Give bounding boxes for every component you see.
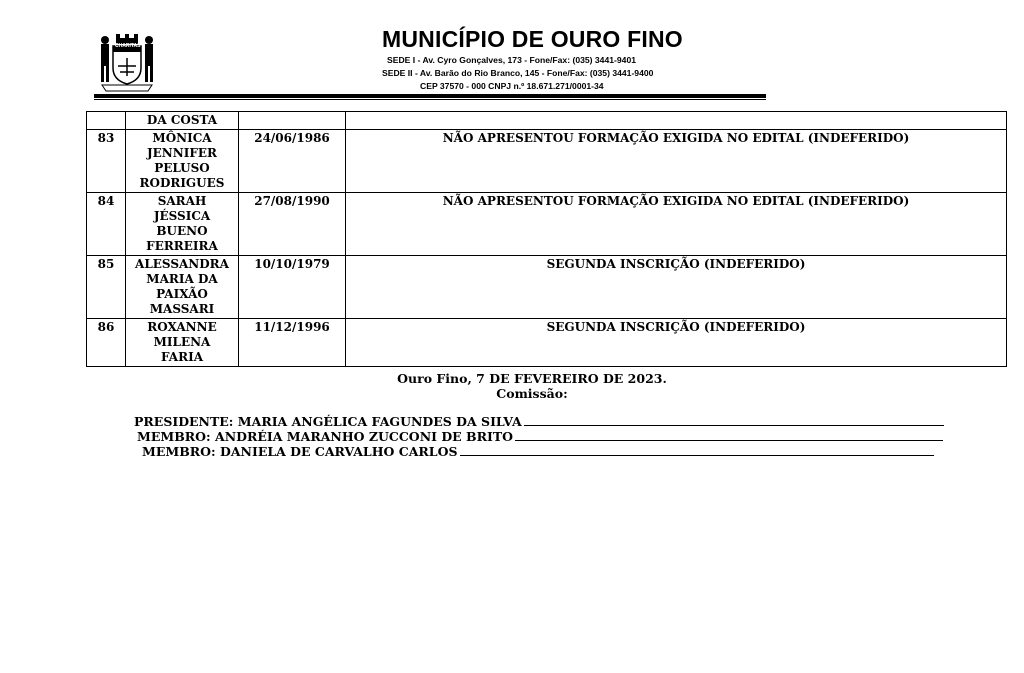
name-line: ALESSANDRA	[135, 257, 229, 271]
name-line: PAIXÃO	[156, 287, 208, 301]
name-line: MARIA DA	[146, 272, 218, 286]
name-line: FERREIRA	[146, 239, 218, 253]
header-cnpj-line: CEP 37570 - 000 CNPJ n.º 18.671.271/0001-34	[420, 81, 604, 91]
name-line: RODRIGUES	[139, 176, 225, 190]
cell-name	[126, 130, 239, 193]
table-row	[87, 319, 1007, 367]
name-line: BUENO	[156, 224, 208, 238]
signature-line-president	[134, 414, 944, 429]
candidates-table	[86, 111, 1007, 367]
name-line: DA COSTA	[146, 113, 218, 127]
name-line: MÔNICA	[152, 131, 212, 145]
cell-status: SEGUNDA INSCRIÇÃO (INDEFERIDO)	[346, 319, 1007, 367]
table-row	[87, 256, 1007, 319]
cell-date: 27/08/1990	[239, 193, 346, 256]
table-row	[87, 193, 1007, 256]
cell-date	[239, 112, 346, 130]
header-divider-thick	[94, 94, 766, 98]
cell-status: SEGUNDA INSCRIÇÃO (INDEFERIDO)	[346, 256, 1007, 319]
signature-underline	[515, 429, 943, 441]
header-address-line-2: SEDE II - Av. Barão do Rio Branco, 145 - Fone/Fax: (035) 3441-9400	[382, 68, 654, 78]
name-line: MILENA	[153, 335, 211, 349]
cell-status	[346, 112, 1007, 130]
cell-date: 24/06/1986	[239, 130, 346, 193]
cell-name	[126, 256, 239, 319]
page-title: MUNICÍPIO DE OURO FINO	[382, 26, 683, 52]
cell-name	[126, 193, 239, 256]
signature-text: PRESIDENTE: MARIA ANGÉLICA FAGUNDES DA SILVA	[134, 414, 522, 429]
name-line: MASSARI	[149, 302, 215, 316]
cell-name	[126, 112, 239, 130]
signature-line-member-2	[142, 444, 934, 459]
place-and-date: Ouro Fino, 7 DE FEVEREIRO DE 2023.	[397, 371, 667, 386]
signature-underline	[524, 414, 944, 426]
cell-date: 10/10/1979	[239, 256, 346, 319]
header-divider-thin	[94, 99, 766, 100]
table-row	[87, 112, 1007, 130]
municipal-coat-of-arms-icon	[94, 30, 160, 92]
table-row	[87, 130, 1007, 193]
cell-number: 86	[87, 319, 126, 367]
cell-number: 83	[87, 130, 126, 193]
signature-underline	[460, 444, 934, 456]
cell-status: NÃO APRESENTOU FORMAÇÃO EXIGIDA NO EDITAL (INDEFERIDO)	[346, 130, 1007, 193]
cell-status: NÃO APRESENTOU FORMAÇÃO EXIGIDA NO EDITAL (INDEFERIDO)	[346, 193, 1007, 256]
cell-number: 85	[87, 256, 126, 319]
cell-number	[87, 112, 126, 130]
signature-line-member-1	[137, 429, 943, 444]
cell-date: 11/12/1996	[239, 319, 346, 367]
crest-banner-text: CHARITAS	[115, 43, 141, 49]
name-line: JENNIFER	[146, 146, 217, 160]
header-address-line-1: SEDE I - Av. Cyro Gonçalves, 173 - Fone/Fax: (035) 3441-9401	[387, 55, 637, 65]
name-line: SARAH	[157, 194, 207, 208]
signature-text: MEMBRO: ANDRÉIA MARANHO ZUCCONI DE BRITO	[137, 429, 514, 444]
cell-name	[126, 319, 239, 367]
cell-number: 84	[87, 193, 126, 256]
name-line: FARIA	[160, 350, 204, 364]
name-line: ROXANNE	[147, 320, 217, 334]
signature-text: MEMBRO: DANIELA DE CARVALHO CARLOS	[142, 444, 458, 459]
commission-label: Comissão:	[496, 386, 568, 401]
name-line: PELUSO	[154, 161, 210, 175]
name-line: JÉSSICA	[153, 209, 211, 223]
